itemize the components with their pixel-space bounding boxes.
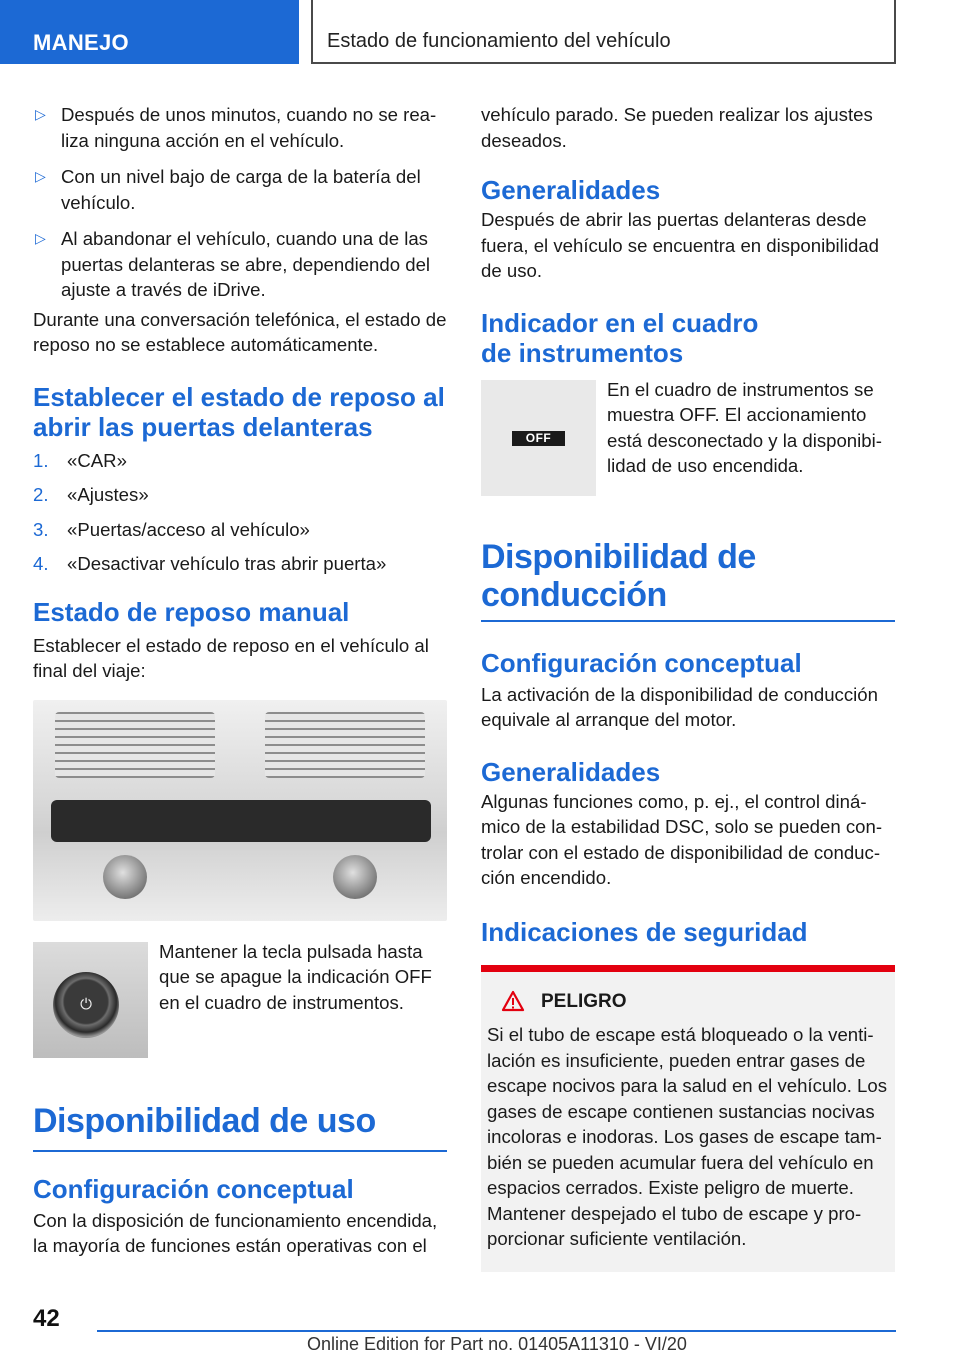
page-number: 42	[33, 1305, 60, 1332]
triangle-bullet-icon: ▷	[35, 230, 46, 246]
heading-concept: Configuración conceptual	[33, 1173, 354, 1204]
warning-triangle-icon	[501, 990, 525, 1012]
danger-header	[501, 989, 889, 1015]
list-item: 4. «Desactivar vehículo tras abrir puerta»	[33, 553, 387, 574]
off-indicator: OFF	[512, 431, 565, 446]
power-icon: ⏻	[80, 995, 92, 1013]
list-item: 3. «Puertas/acceso al vehículo»	[33, 518, 310, 540]
heading-generalidades: Generalidades	[481, 175, 661, 205]
indicator-text: En el cuadro de instrumentos se muestra OFF. El accionamiento está desconectado y la disponibilidad de uso encendida.	[607, 378, 882, 476]
list-item: 1. «CAR»	[33, 449, 127, 471]
general-text: Algunas funciones como, p. ej., el control dinámico de la estabilidad DSC, solo se pueden controlar con el estado de disponibilidad de conducción encendido.	[481, 790, 883, 888]
heading-generalidades: Generalidades	[481, 756, 661, 787]
divider	[33, 1150, 447, 1152]
general-text: Después de abrir las puertas delanteras desde fuera, el vehículo se encuentra en disponibilidad de uso.	[481, 209, 879, 281]
section-label: MANEJO	[33, 30, 129, 55]
knob-text: Mantener la tecla pulsada hasta que se apague la indicación OFF en el cuadro de instrumentos.	[159, 940, 432, 1013]
list-item: 2. «Ajustes»	[33, 484, 149, 505]
knob-instruction	[33, 942, 447, 1058]
climate-knob	[103, 855, 147, 899]
left-column	[33, 102, 447, 1259]
danger-box	[481, 965, 895, 1272]
chapter-header	[311, 0, 896, 64]
heading-manual: Estado de reposo manual	[33, 596, 350, 627]
triangle-bullet-icon: ▷	[35, 168, 46, 184]
footer-edition: Online Edition for Part no. 01405A11310 - VI/20	[307, 1334, 687, 1354]
center-console-photo	[33, 700, 447, 921]
heading-concept: Configuración conceptual	[481, 647, 802, 678]
instrument-cluster-image	[481, 380, 596, 496]
radio-panel	[51, 800, 431, 842]
heading-doors: Establecer el estado de reposo al abrir las puertas delanteras	[33, 381, 445, 442]
list-item: ▷ Con un nivel bajo de carga de la batería del vehículo.	[35, 166, 421, 213]
right-column	[481, 102, 895, 1272]
concept-text: Con la disposición de funcionamiento encendida, la mayoría de funciones están operativas con el	[33, 1209, 438, 1256]
concept-text: La activación de la disponibilidad de conducción equivale al arranque del motor.	[481, 683, 878, 730]
air-vent	[55, 712, 215, 778]
triangle-bullet-icon: ▷	[35, 106, 46, 122]
heading-disponibilidad-conduccion: Disponibilidad de conducción	[481, 537, 756, 614]
climate-knob	[333, 855, 377, 899]
air-vent	[265, 712, 425, 778]
power-knob-photo	[33, 942, 148, 1058]
danger-bar	[481, 965, 895, 972]
indicator-block	[481, 380, 895, 496]
chapter-title: Estado de funcionamiento del vehículo	[327, 30, 671, 52]
danger-text: Si el tubo de escape está bloqueado o la ventilación es insuficiente, pueden entrar gases de escape nocivos para la salud en el vehículo. Los gases de escape contienen sustancias nocivas incoloras e inodoras. Los gases de escape también se pueden acumular fuera del vehículo en espacios cerrados. Existe peligro de muerte. Mantener despejado el tubo de escape y proporcionar suficiente ventilación.	[487, 1024, 888, 1249]
section-tab	[0, 0, 299, 64]
danger-title: PELIGRO	[541, 990, 627, 1012]
list-item: ▷ Después de unos minutos, cuando no se realiza ninguna acción en el vehículo.	[35, 104, 437, 151]
divider	[481, 620, 895, 622]
continued-text: vehículo parado. Se pueden realizar los ajustes deseados.	[481, 104, 873, 151]
footer-divider	[97, 1330, 896, 1332]
manual-text: Establecer el estado de reposo en el vehículo al final del viaje:	[33, 634, 429, 681]
list-item: ▷ Al abandonar el vehículo, cuando una de las puertas delanteras se abre, dependiendo del ajuste a través de iDrive.	[35, 228, 431, 300]
heading-disponibilidad-uso: Disponibilidad de uso	[33, 1101, 376, 1140]
heading-indicator: Indicador en el cuadro de instrumentos	[481, 307, 759, 368]
call-note: Durante una conversación telefónica, el estado de reposo no se establece automáticamente.	[33, 308, 447, 355]
heading-safety: Indicaciones de seguridad	[481, 916, 808, 947]
